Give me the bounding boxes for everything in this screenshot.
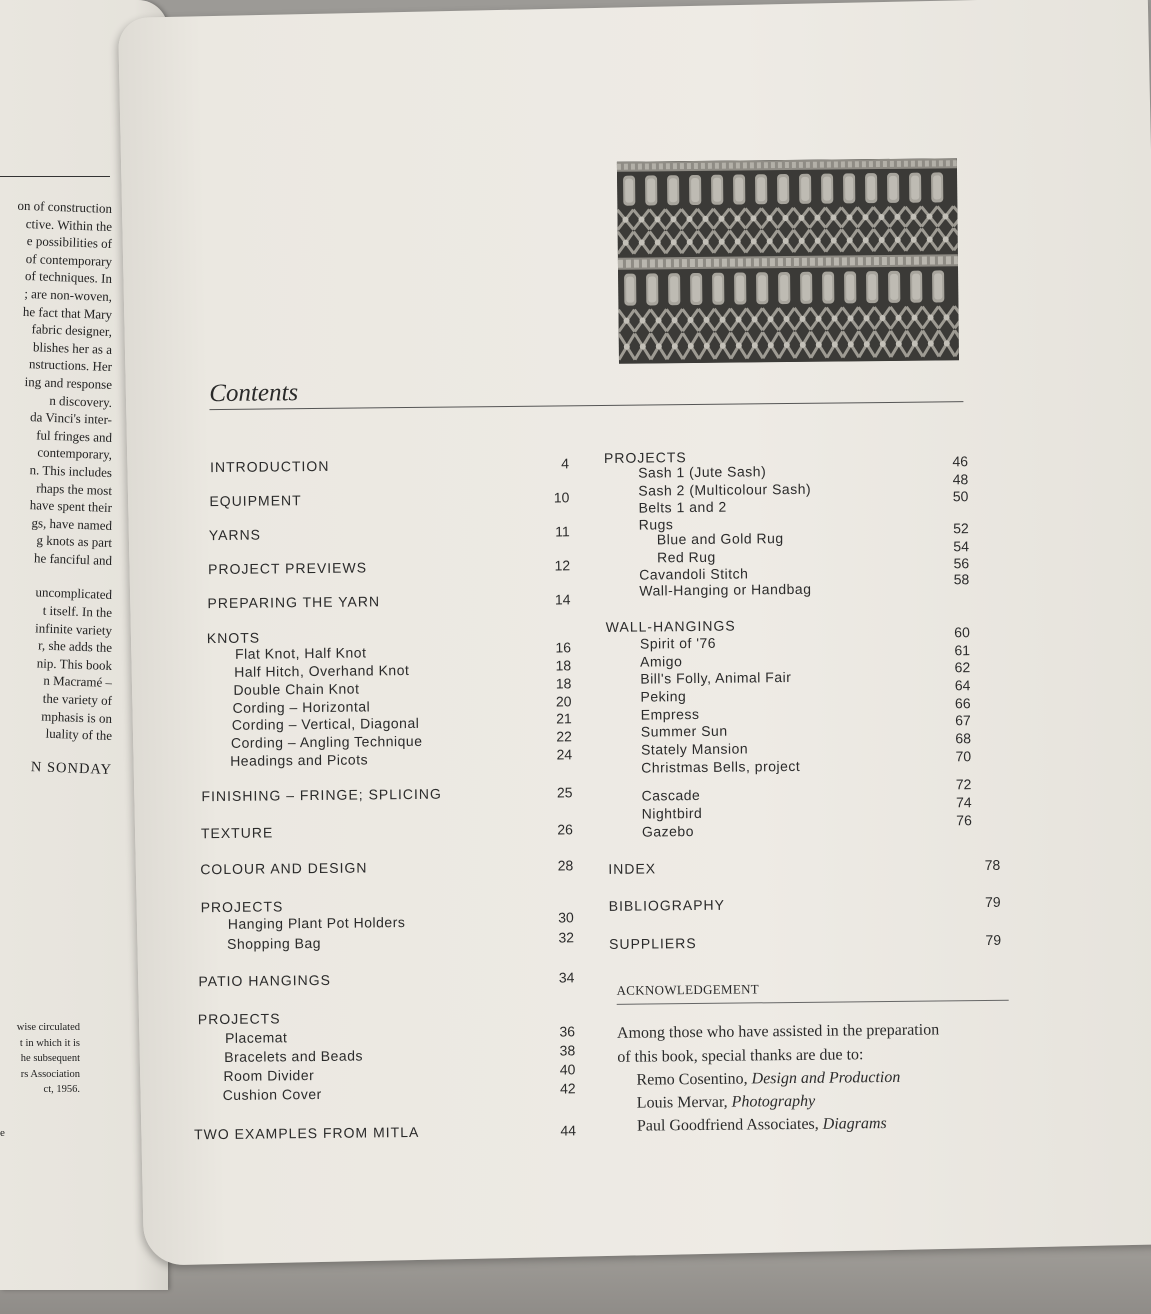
left-page-small-line: rs Association bbox=[20, 1068, 80, 1080]
toc-entry-page: 12 bbox=[554, 557, 571, 574]
acknowledgement-credit bbox=[636, 1069, 900, 1090]
toc-entry-label: WALL-HANGINGS bbox=[605, 617, 736, 635]
toc-entry-label: Headings and Picots bbox=[230, 751, 369, 769]
toc-entry-label: Bill's Folly, Animal Fair bbox=[640, 668, 792, 687]
toc-entry-page: 16 bbox=[555, 639, 572, 656]
left-page-line: he fact that Mary bbox=[22, 303, 113, 322]
credit-role: Photography bbox=[731, 1092, 816, 1111]
toc-entry-label: TWO EXAMPLES FROM MITLA bbox=[193, 1123, 420, 1143]
toc-entry-page: 18 bbox=[555, 675, 572, 692]
toc-entry-page: 70 bbox=[955, 748, 972, 765]
left-page-line: he fanciful and bbox=[33, 550, 113, 568]
toc-entry-label: COLOUR AND DESIGN bbox=[200, 859, 368, 878]
toc-entry-page: 48 bbox=[952, 471, 969, 488]
toc-entry-label: PATIO HANGINGS bbox=[198, 971, 332, 990]
macrame-texture-image bbox=[617, 158, 959, 364]
toc-entry-page: 10 bbox=[553, 489, 570, 506]
toc-entry-label: Hanging Plant Pot Holders bbox=[227, 914, 406, 932]
left-page-small-line: t in which it is bbox=[19, 1037, 80, 1049]
toc-entry-page: 74 bbox=[955, 794, 972, 811]
left-page-line: N SONDAY bbox=[30, 758, 113, 778]
left-page-line: ctive. Within the bbox=[25, 215, 113, 234]
toc-entry-label: Bracelets and Beads bbox=[224, 1047, 364, 1065]
left-page-line: nip. This book bbox=[36, 655, 113, 673]
toc-entry-label: TEXTURE bbox=[200, 824, 274, 842]
toc-entry-page: 32 bbox=[558, 929, 575, 946]
toc-entry-label: PROJECT PREVIEWS bbox=[208, 559, 368, 578]
left-page-line: gs, have named bbox=[31, 514, 113, 533]
toc-entry-label: Gazebo bbox=[641, 823, 695, 840]
contents-rule bbox=[209, 401, 963, 410]
credit-role: Design and Production bbox=[751, 1068, 901, 1088]
left-page-line: ing and response bbox=[24, 373, 113, 392]
left-page-line: n. This includes bbox=[29, 462, 113, 480]
left-page-line: infinite variety bbox=[34, 619, 113, 638]
toc-entry-page: 38 bbox=[559, 1042, 576, 1059]
toc-entry-page: 56 bbox=[953, 555, 970, 572]
left-page-line: of techniques. In bbox=[24, 268, 113, 287]
toc-entry-label: Half Hitch, Overhand Knot bbox=[234, 661, 410, 680]
toc-entry-label: Amigo bbox=[640, 653, 683, 670]
left-page-line: fabric designer, bbox=[31, 321, 113, 340]
credit-name: Paul Goodfriend Associates, bbox=[636, 1115, 823, 1135]
left-page-line: contemporary, bbox=[37, 444, 113, 463]
toc-entry-label: Peking bbox=[640, 688, 687, 705]
toc-entry-page: 62 bbox=[954, 659, 971, 676]
toc-entry-label: Cushion Cover bbox=[222, 1085, 322, 1103]
toc-entry-page: 36 bbox=[559, 1023, 576, 1040]
toc-entry-label: YARNS bbox=[208, 526, 262, 544]
contents-title: Contents bbox=[209, 379, 299, 408]
toc-entry-label: SUPPLIERS bbox=[608, 935, 697, 952]
left-page-line: on of construction bbox=[17, 197, 113, 216]
toc-entry-label: Summer Sun bbox=[640, 722, 728, 740]
acknowledgement-intro-1: Among those who have assisted in the preparation bbox=[616, 1021, 940, 1042]
toc-entry-page: 52 bbox=[953, 520, 969, 537]
acknowledgement-rule bbox=[617, 1000, 1009, 1005]
toc-entry-page: 67 bbox=[955, 712, 971, 729]
toc-entry-page: 64 bbox=[954, 677, 971, 694]
left-page-line: nstructions. Her bbox=[28, 356, 113, 375]
toc-entry-page: 60 bbox=[954, 624, 970, 641]
toc-entry-page: 76 bbox=[956, 812, 972, 829]
toc-entry-page: 66 bbox=[954, 695, 971, 712]
toc-entry-label: Christmas Bells, project bbox=[641, 757, 801, 776]
toc-entry-label: KNOTS bbox=[206, 629, 261, 647]
toc-entry-label: PROJECTS bbox=[603, 449, 687, 466]
left-page-line: r, she adds the bbox=[37, 637, 113, 656]
toc-entry-page: 20 bbox=[555, 693, 572, 710]
left-page-line: of contemporary bbox=[25, 250, 113, 269]
toc-entry-label: Cording – Angling Technique bbox=[230, 732, 423, 751]
left-page-line: the variety of bbox=[42, 690, 113, 709]
toc-entry-label: BIBLIOGRAPHY bbox=[608, 896, 726, 914]
toc-entry-page: 21 bbox=[556, 710, 572, 727]
toc-entry-page: 14 bbox=[554, 591, 571, 608]
toc-entry-page: 28 bbox=[557, 857, 574, 874]
left-page-line: ful fringes and bbox=[35, 427, 113, 445]
left-page-small-line: ct, 1956. bbox=[43, 1084, 80, 1095]
toc-entry-label: Cording – Horizontal bbox=[232, 698, 371, 716]
toc-entry-page: 46 bbox=[952, 453, 969, 470]
toc-entry-page: 61 bbox=[954, 642, 971, 659]
toc-entry-label: Sash 2 (Multicolour Sash) bbox=[638, 480, 812, 499]
acknowledgement-credit bbox=[637, 1115, 887, 1136]
left-page-line: ; are non-woven, bbox=[24, 285, 113, 304]
toc-entry-label: Blue and Gold Rug bbox=[656, 530, 784, 548]
toc-entry-label: PREPARING THE YARN bbox=[207, 593, 381, 612]
toc-entry-page: 22 bbox=[556, 728, 572, 745]
toc-entry-page: 50 bbox=[952, 488, 969, 505]
toc-entry-page: 79 bbox=[984, 893, 1001, 910]
toc-entry-label: FINISHING – FRINGE; SPLICING bbox=[201, 785, 442, 805]
toc-entry-label: INTRODUCTION bbox=[209, 457, 330, 476]
toc-entry-page: 40 bbox=[559, 1061, 576, 1078]
toc-entry-page: 4 bbox=[561, 455, 570, 472]
left-page-line: e possibilities of bbox=[26, 233, 113, 252]
acknowledgement-intro-2: of this book, special thanks are due to: bbox=[617, 1046, 864, 1066]
left-page-line: da Vinci's inter- bbox=[29, 409, 113, 428]
left-page-trailing: e bbox=[0, 1127, 5, 1139]
toc-entry-label: Placemat bbox=[224, 1029, 288, 1046]
toc-entry-label: Double Chain Knot bbox=[233, 680, 360, 698]
toc-entry-label: Nightbird bbox=[641, 804, 703, 822]
left-page-line: uncomplicated bbox=[35, 584, 113, 603]
toc-entry-label: PROJECTS bbox=[200, 898, 284, 916]
toc-entry-page: 79 bbox=[985, 931, 1002, 948]
left-page-line: n discovery. bbox=[49, 392, 113, 410]
toc-entry-label: Belts 1 and 2 bbox=[638, 498, 727, 516]
toc-entry-page: 44 bbox=[560, 1122, 577, 1139]
toc-entry-page: 72 bbox=[955, 776, 972, 793]
toc-entry-label: Red Rug bbox=[656, 548, 716, 566]
toc-entry-page: 26 bbox=[557, 821, 573, 838]
left-page-line: g knots as part bbox=[36, 532, 113, 551]
left-page-line: have spent their bbox=[29, 497, 113, 516]
toc-entry-page: 58 bbox=[953, 571, 970, 588]
toc-entry-label: Stately Mansion bbox=[640, 740, 749, 758]
credit-name: Remo Cosentino, bbox=[636, 1070, 752, 1089]
toc-entry-label: Room Divider bbox=[223, 1067, 315, 1084]
toc-entry-page: 25 bbox=[556, 784, 573, 801]
toc-entry-label: Shopping Bag bbox=[226, 934, 322, 952]
acknowledgement-title: ACKNOWLEDGEMENT bbox=[616, 981, 760, 998]
toc-entry-label: Wall-Hanging or Handbag bbox=[639, 580, 812, 599]
toc-entry-label: PROJECTS bbox=[197, 1010, 281, 1028]
toc-entry-label: Rugs bbox=[638, 516, 674, 533]
toc-entry-page: 11 bbox=[555, 523, 570, 540]
left-page-line: blishes her as a bbox=[32, 338, 113, 357]
acknowledgement-credit bbox=[637, 1093, 816, 1113]
macrame-photo bbox=[617, 158, 959, 364]
toc-entry-page: 68 bbox=[955, 730, 972, 747]
left-page-line: n Macramé – bbox=[43, 673, 113, 691]
left-page-line: mphasis is on bbox=[40, 708, 113, 726]
toc-entry-label: Cording – Vertical, Diagonal bbox=[231, 714, 420, 733]
toc-entry-label: Empress bbox=[640, 705, 700, 723]
toc-entry-label: Sash 1 (Jute Sash) bbox=[638, 463, 767, 481]
toc-entry-label: Cavandoli Stitch bbox=[639, 565, 749, 583]
toc-entry-label: Flat Knot, Half Knot bbox=[234, 644, 367, 662]
toc-entry-label: Spirit of '76 bbox=[639, 634, 717, 652]
toc-entry-page: 78 bbox=[984, 856, 1001, 873]
left-page-line: t itself. In the bbox=[42, 602, 113, 621]
toc-entry-page: 18 bbox=[555, 657, 572, 674]
credit-role: Diagrams bbox=[822, 1115, 887, 1133]
toc-entry-page: 42 bbox=[559, 1080, 576, 1097]
left-page-line: rhaps the most bbox=[35, 479, 113, 498]
toc-entry-page: 34 bbox=[558, 969, 575, 986]
toc-entry-label: INDEX bbox=[608, 860, 657, 877]
toc-entry-page: 54 bbox=[953, 538, 970, 555]
credit-name: Louis Mervar, bbox=[636, 1093, 732, 1112]
toc-entry-page: 30 bbox=[558, 909, 574, 926]
left-page-small-line: wise circulated bbox=[16, 1022, 80, 1033]
toc-entry-label: Cascade bbox=[641, 786, 701, 804]
left-page-small-line: he subsequent bbox=[20, 1053, 80, 1064]
left-page-line: luality of the bbox=[45, 725, 113, 744]
toc-entry-page: 24 bbox=[556, 746, 573, 763]
toc-entry-label: EQUIPMENT bbox=[209, 492, 302, 510]
